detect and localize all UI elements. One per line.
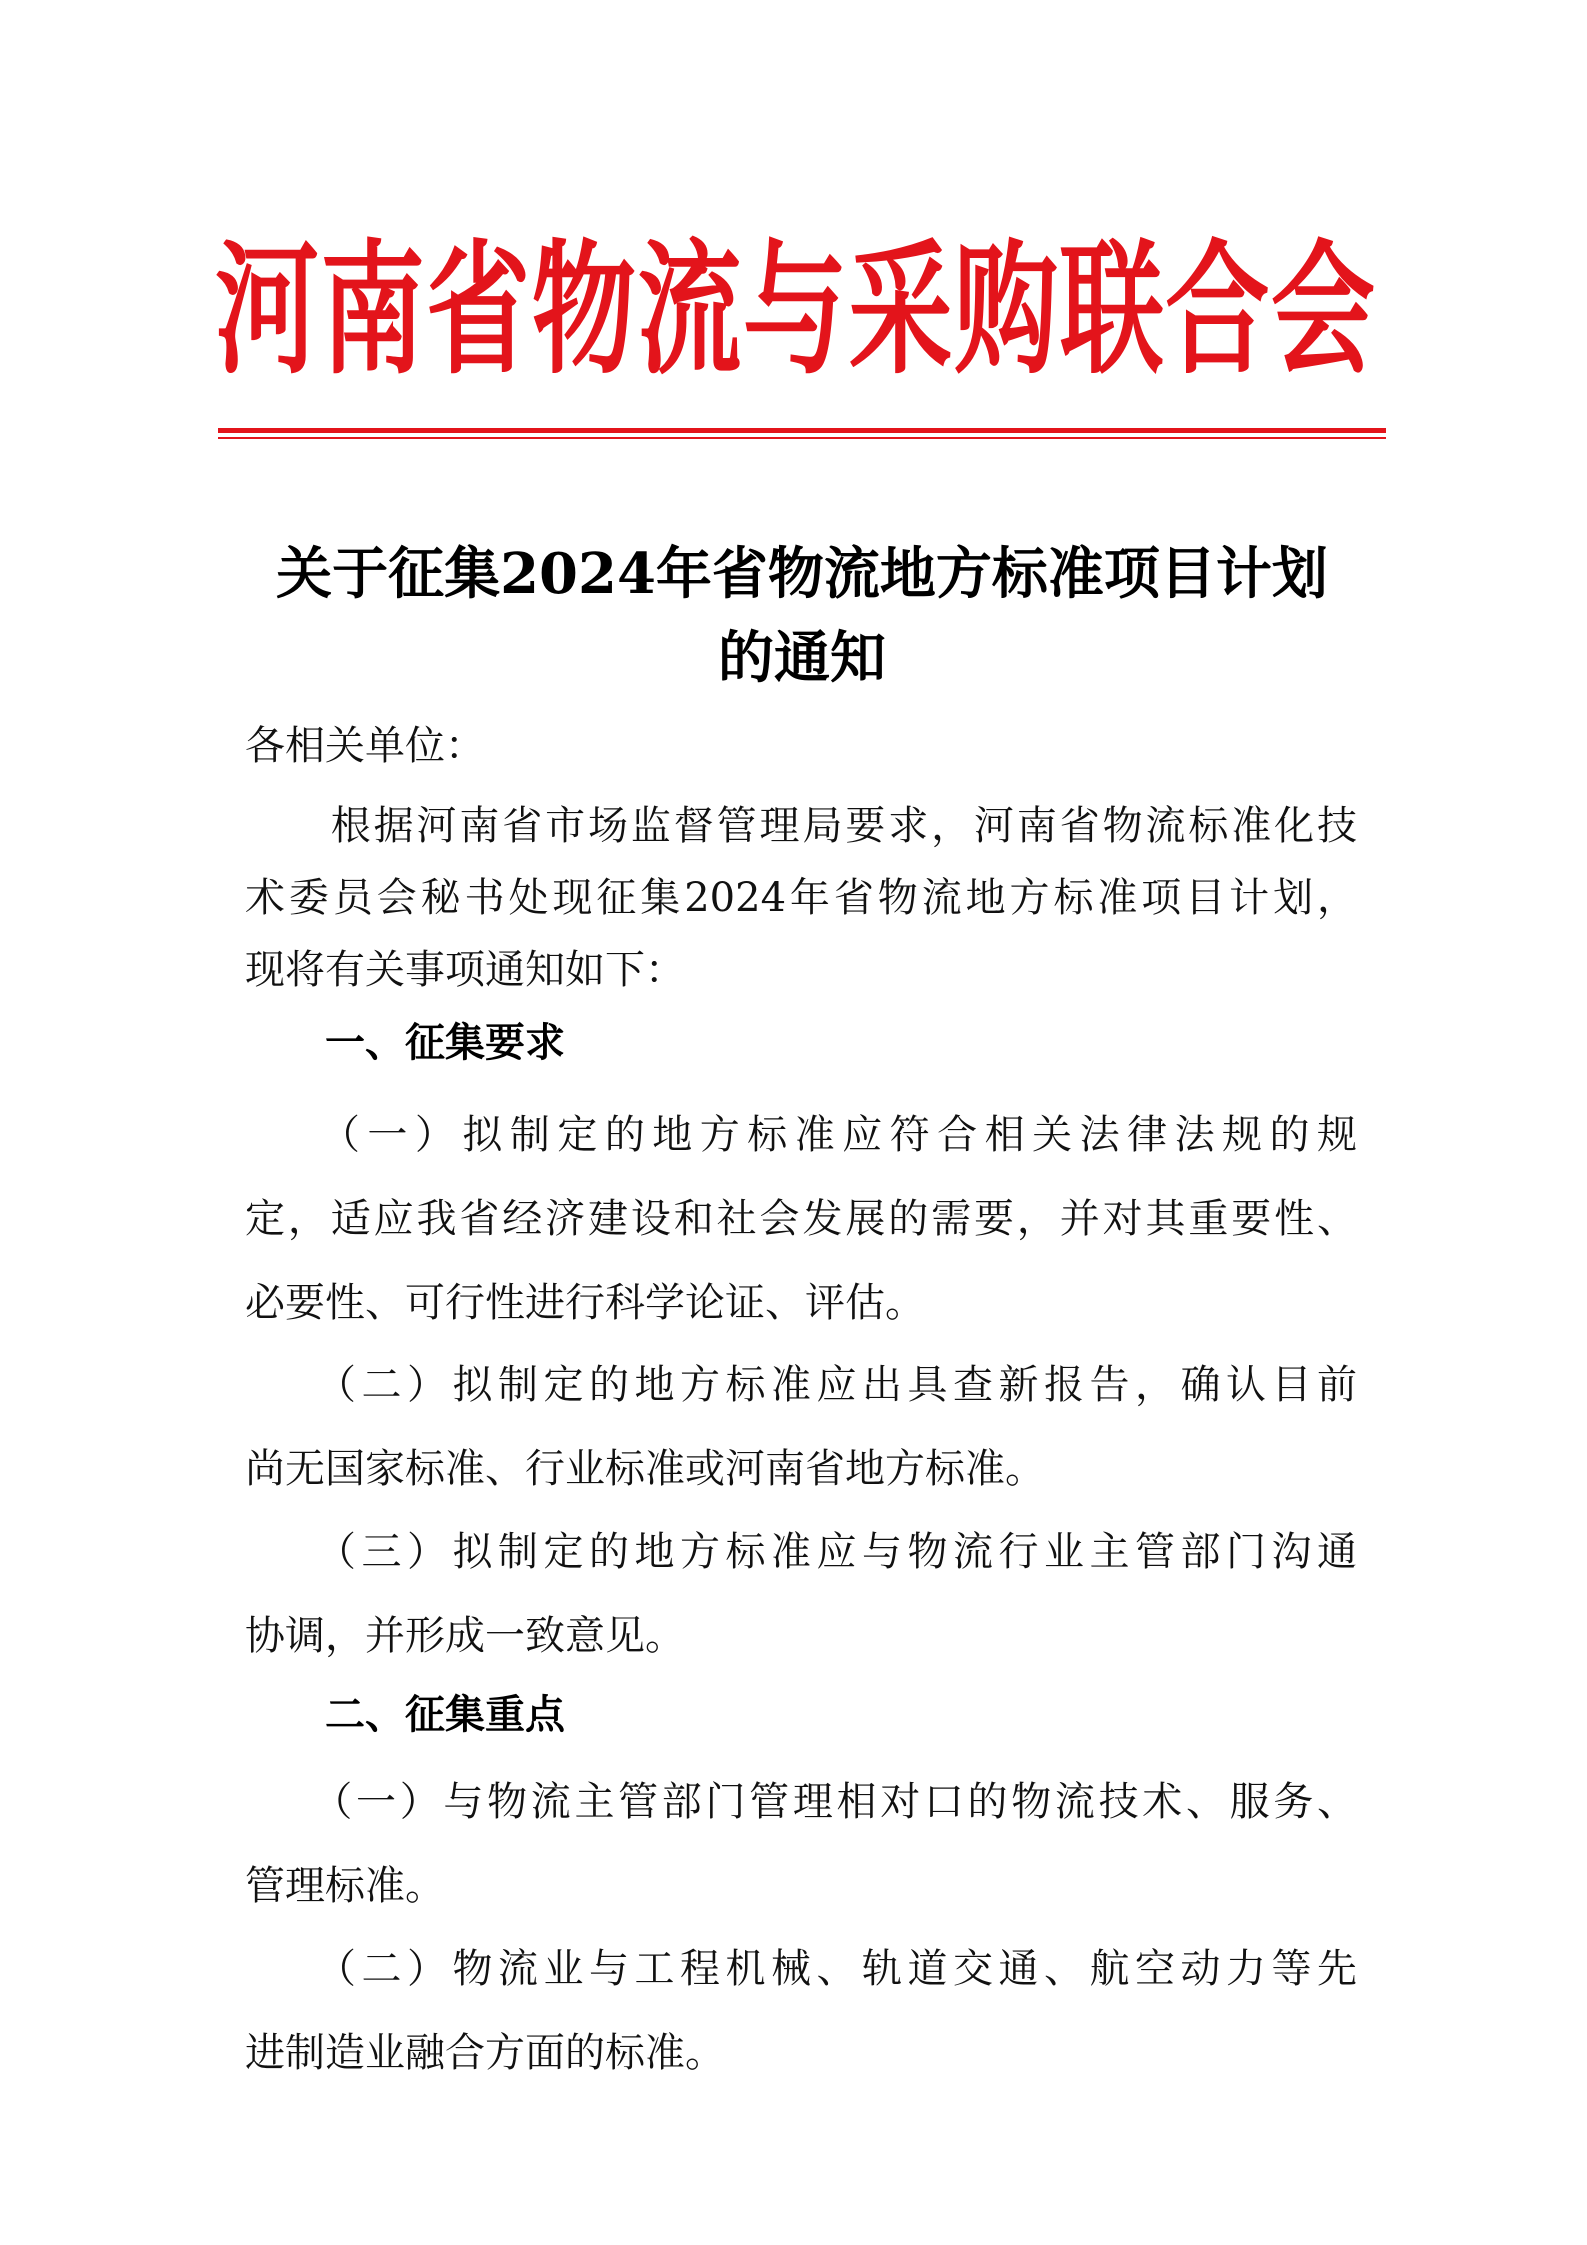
letterhead-char: 河 xyxy=(215,225,320,395)
requirement-item-1 xyxy=(245,1093,1357,1345)
letterhead-char: 联 xyxy=(1059,225,1164,395)
letterhead-char: 购 xyxy=(954,225,1059,395)
letterhead-char: 与 xyxy=(742,225,847,395)
letterhead-divider-thick xyxy=(218,428,1386,433)
notice-title-line: 的通知 xyxy=(718,625,886,691)
letterhead-char: 南 xyxy=(320,225,425,395)
paragraph-line: （二）拟制定的地方标准应出具查新报告，确认目前 xyxy=(245,1362,1357,1408)
salutation: 各相关单位： xyxy=(245,723,485,769)
requirement-item-3 xyxy=(245,1510,1357,1678)
letterhead-char: 省 xyxy=(426,225,531,395)
paragraph-line: 协调，并形成一致意见。 xyxy=(245,1613,685,1659)
section-heading-requirements: 一、征集要求 xyxy=(325,1020,565,1066)
paragraph-line: 根据河南省市场监督管理局要求，河南省物流标准化技 xyxy=(245,803,1357,849)
letterhead-char: 流 xyxy=(637,225,742,395)
paragraph-line: 术委员会秘书处现征集2024年省物流地方标准项目计划， xyxy=(245,875,1357,921)
section-heading-focus: 二、征集重点 xyxy=(325,1692,565,1738)
letterhead-org-name xyxy=(215,225,1375,395)
paragraph-line: （二）物流业与工程机械、轨道交通、航空动力等先 xyxy=(245,1946,1357,1992)
intro-paragraph xyxy=(245,790,1357,1006)
focus-item-2 xyxy=(245,1927,1357,2095)
letterhead-char: 物 xyxy=(531,225,636,395)
paragraph-line: （一）拟制定的地方标准应符合相关法律法规的规 xyxy=(245,1112,1357,1158)
focus-item-1 xyxy=(245,1760,1357,1928)
notice-title xyxy=(218,532,1386,700)
paragraph-line: 定，适应我省经济建设和社会发展的需要，并对其重要性、 xyxy=(245,1196,1357,1242)
paragraph-line: 现将有关事项通知如下： xyxy=(245,947,685,993)
letterhead-char: 合 xyxy=(1165,225,1270,395)
notice-title-line: 关于征集2024年省物流地方标准项目计划 xyxy=(276,541,1328,607)
paragraph-line: （一）与物流主管部门管理相对口的物流技术、服务、 xyxy=(245,1779,1357,1825)
paragraph-line: 尚无国家标准、行业标准或河南省地方标准。 xyxy=(245,1446,1045,1492)
letterhead-char: 会 xyxy=(1270,225,1375,395)
letterhead-char: 采 xyxy=(848,225,953,395)
paragraph-line: （三）拟制定的地方标准应与物流行业主管部门沟通 xyxy=(245,1529,1357,1575)
paragraph-line: 进制造业融合方面的标准。 xyxy=(245,2030,725,2076)
paragraph-line: 必要性、可行性进行科学论证、评估。 xyxy=(245,1280,925,1326)
requirement-item-2 xyxy=(245,1343,1357,1511)
letterhead-divider-thin xyxy=(218,437,1386,439)
paragraph-line: 管理标准。 xyxy=(245,1863,445,1909)
